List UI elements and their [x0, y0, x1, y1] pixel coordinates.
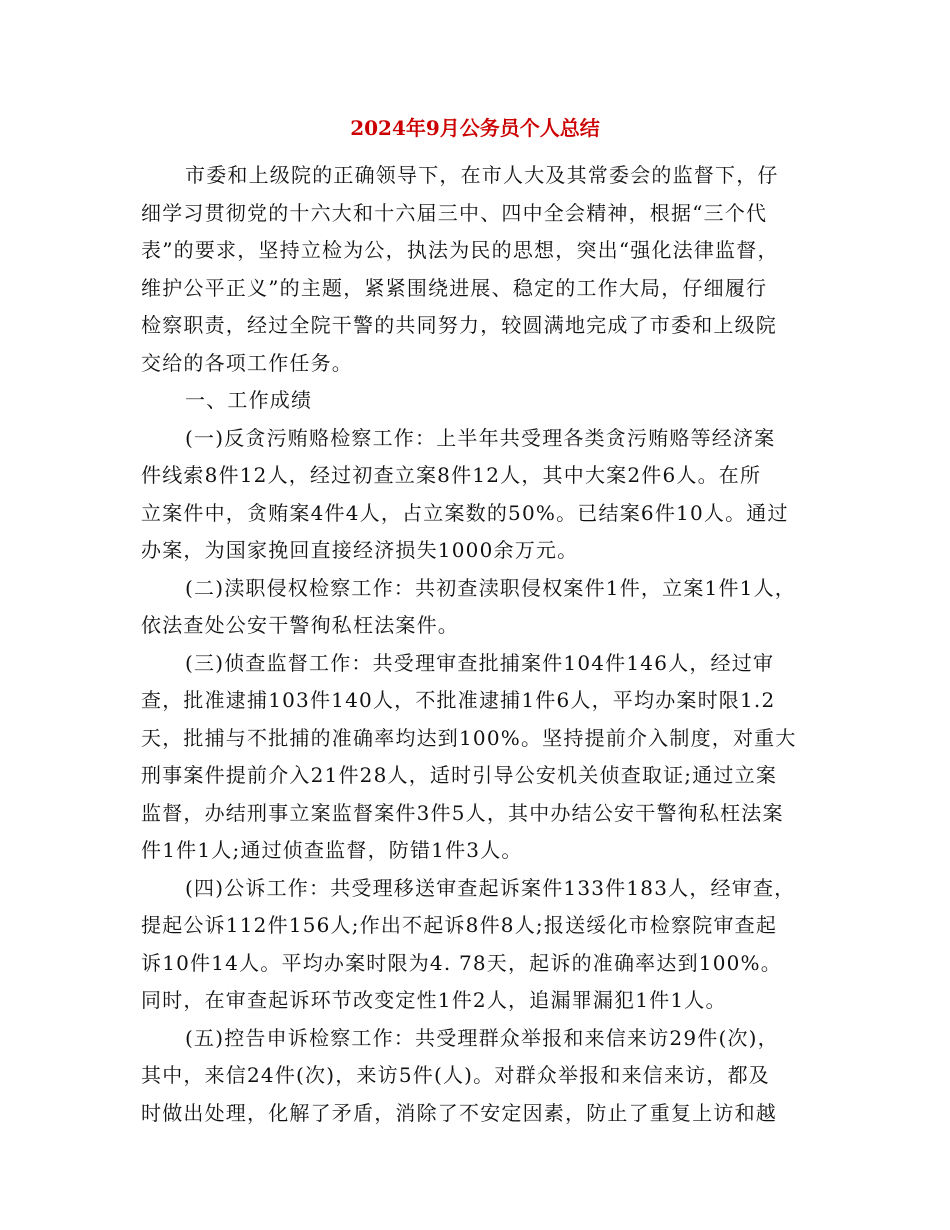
paragraph-anti-corruption [141, 420, 821, 570]
text-line: 诉10件14人。平均办案时限为4. 78天，起诉的准确率达到100%。 [141, 950, 782, 975]
text-line: 提起公诉112件156人;作出不起诉8件8人;报送绥化市检察院审查起 [141, 913, 778, 937]
text-line: 依法查处公安干警徇私枉法案件。 [141, 613, 459, 637]
document-title: 2024年9月公务员个人总结 [350, 116, 600, 140]
text-line: (二)渎职侵权检察工作：共初查渎职侵权案件1件，立案1件1人， [185, 575, 796, 600]
text-line: 立案件中，贪贿案4件4人，占立案数的50%。已结案6件10人。通过 [141, 500, 789, 525]
text-line: 天，批捕与不批捕的准确率均达到100%。坚持提前介入制度，对重大 [141, 725, 797, 750]
text-line: 交给的各项工作任务。 [141, 350, 353, 375]
text-line: 件线索8件12人，经过初查立案8件12人，其中大案2件6人。在所 [141, 463, 762, 487]
text-line: 查，批准逮捕103件140人，不批准逮捕1件6人，平均办案时限1.2 [141, 688, 776, 712]
paragraph-complaints [141, 1020, 821, 1133]
text-line: 件1件1人;通过侦查监督，防错1件3人。 [141, 838, 523, 862]
text-line: (一)反贪污贿赂检察工作：上半年共受理各类贪污贿赂等经济案 [185, 425, 776, 450]
text-line: 表”的要求，坚持立检为公，执法为民的思想，突出“强化法律监督， [141, 238, 779, 262]
text-line: 检察职责，经过全院干警的共同努力，较圆满地完成了市委和上级院 [141, 313, 777, 337]
text-line: (三)侦查监督工作：共受理审查批捕案件104件146人，经过审 [185, 650, 775, 675]
paragraph-malfeasance [141, 570, 821, 645]
text-line: 其中，来信24件(次)，来访5件(人)。对群众举报和来信来访，都及 [141, 1063, 770, 1087]
text-line: 时做出处理，化解了矛盾，消除了不安定因素，防止了重复上访和越 [141, 1100, 777, 1125]
text-line: 办案，为国家挽回直接经济损失1000余万元。 [141, 538, 579, 562]
text-line: 细学习贯彻党的十六大和十六届三中、四中全会精神，根据“三个代 [141, 200, 768, 225]
paragraph-prosecution [141, 870, 821, 1020]
text-line: (五)控告申诉检察工作：共受理群众举报和来信来访29件(次)， [185, 1025, 779, 1050]
text-line: 监督，办结刑事立案监督案件3件5人，其中办结公安干警徇私枉法案 [141, 800, 784, 825]
paragraph-investigation-supervision [141, 645, 821, 870]
text-line: 维护公平正义”的主题，紧紧围绕进展、稳定的工作大局，仔细履行 [141, 275, 768, 300]
paragraph-intro [141, 157, 821, 382]
document-body [141, 157, 821, 1132]
text-line: 同时，在审查起诉环节改变定性1件2人，追漏罪漏犯1件1人。 [141, 988, 727, 1012]
section-heading: 一、工作成绩 [185, 388, 313, 412]
section-heading-achievements [141, 382, 821, 420]
text-line: 刑事案件提前介入21件28人，适时引导公安机关侦查取证;通过立案 [141, 763, 778, 787]
text-line: 市委和上级院的正确领导下，在市人大及其常委会的监督下，仔 [185, 163, 779, 187]
text-line: (四)公诉工作：共受理移送审查起诉案件133件183人，经审查， [185, 875, 796, 900]
